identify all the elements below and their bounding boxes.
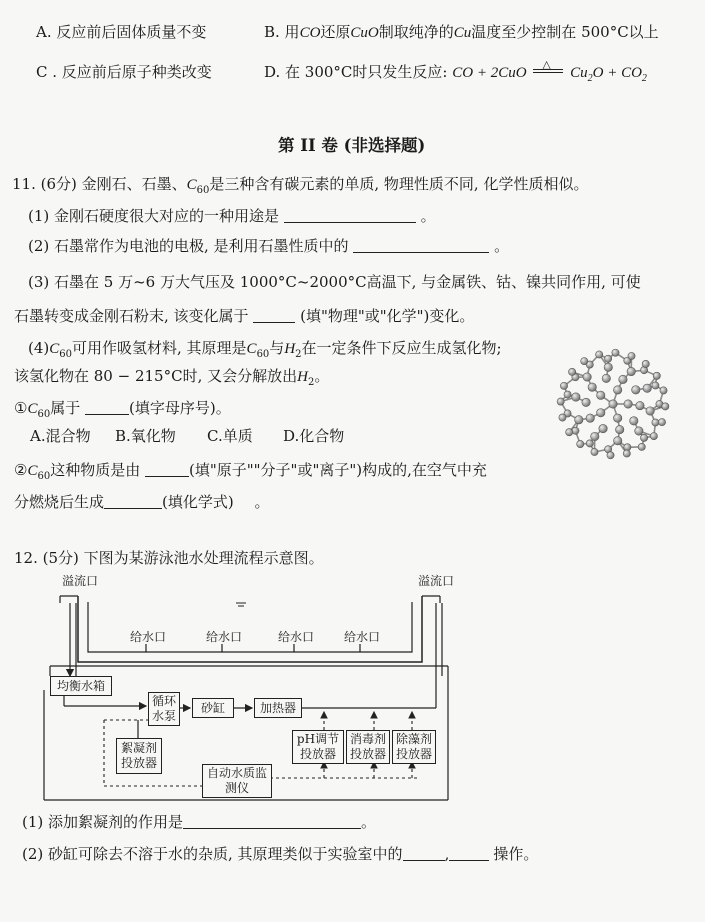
answer-blank[interactable]	[85, 400, 129, 415]
c60-atom	[635, 427, 643, 435]
q10-option-b	[264, 22, 659, 43]
c60-atom	[658, 419, 665, 426]
q10-b-text3: 制取纯净的	[378, 23, 454, 41]
answer-blank[interactable]	[253, 308, 295, 323]
option-a: A.混合物	[30, 427, 91, 445]
c60-atom	[596, 351, 603, 358]
c60-atom	[623, 450, 630, 457]
q10-option-d	[264, 58, 647, 89]
c60-atom	[636, 401, 644, 409]
q11-sub2-line2: 分燃烧后生成 (填化学式) 。	[14, 493, 270, 511]
c60-atom	[560, 382, 567, 389]
algaecide-doser-box: 除藻剂投放器	[392, 730, 436, 764]
inlet-label: 给水口	[130, 630, 167, 644]
c60-atom	[597, 391, 605, 399]
c60-atom	[588, 383, 596, 391]
c60-atom	[557, 398, 564, 405]
c60-atom	[602, 374, 610, 382]
answer-blank[interactable]	[353, 238, 489, 253]
q10-d-text: D. 在 300°C时只发生反应:	[264, 63, 448, 81]
q11-sub1: $①C_{60}$属于 (填字母序号)。	[14, 399, 231, 420]
q11-intro: 11. (6分) 金刚石、石墨、$C_{60}$是三种含有碳元素的单质, 物理性质不同, 化学性质相似。	[12, 175, 589, 196]
sand-tank-box: 砂缸	[192, 698, 234, 718]
c60-atom	[586, 440, 593, 447]
c60-atom	[559, 414, 566, 421]
answer-blank[interactable]	[145, 462, 189, 477]
ph-doser-box: pH调节投放器	[292, 730, 344, 764]
q10-d-eq-left: CO + 2CuO	[452, 65, 527, 81]
c60-atom	[604, 363, 612, 371]
q10-option-a: A. 反应前后固体质量不变	[36, 23, 207, 41]
c60-atom	[624, 400, 632, 408]
q10-option-c: C . 反应前后原子种类改变	[36, 63, 212, 81]
q10-b-text: B. 用	[264, 23, 300, 41]
option-c: C.单质	[207, 427, 253, 445]
c60-atom	[607, 452, 614, 459]
c60-atom	[575, 416, 583, 424]
c60-atom	[577, 440, 584, 447]
c60-atom	[569, 368, 576, 375]
c60-atom	[638, 443, 645, 450]
c60-atom	[616, 425, 624, 433]
q11-part3-line2: 石墨转变成金刚石粉末, 该变化属于 (填"物理"或"化学")变化。	[14, 307, 475, 325]
c60-atom	[619, 375, 627, 383]
answer-blank[interactable]	[104, 494, 162, 509]
overflow-right-label: 溢流口	[418, 574, 455, 588]
c60-atom	[591, 432, 599, 440]
c60-atom	[572, 393, 580, 401]
c60-atom	[612, 349, 619, 356]
c60-atom	[566, 429, 573, 436]
q10-b-cu: Cu	[453, 25, 472, 41]
q11-options	[30, 426, 344, 446]
c60-atom	[591, 448, 598, 455]
q11-part2: (2) 石墨常作为电池的电极, 是利用石墨性质中的 。	[28, 237, 510, 255]
c60-atom	[605, 355, 612, 362]
c60-atom	[646, 407, 654, 415]
c60-atom	[652, 382, 659, 389]
q10-d-condition	[531, 58, 565, 81]
q11-part4-line2: 该氢化物在 80 − 215°C时, 又会分解放出$H_2$。	[14, 367, 330, 388]
c60-atom	[640, 434, 647, 441]
c60-atom	[583, 373, 591, 381]
inlet-label: 给水口	[344, 630, 381, 644]
disinfectant-doser-box: 消毒剂投放器	[346, 730, 390, 764]
q12-part1: (1) 添加絮凝剂的作用是 。	[22, 813, 377, 831]
q10-b-text4: 温度至少控制在 500°C以上	[471, 23, 659, 41]
c60-atom	[652, 419, 659, 426]
section-title: 第 II 卷 (非选择题)	[278, 136, 426, 155]
heat-triangle-icon: △	[542, 58, 551, 71]
c60-atom	[653, 372, 660, 379]
q10-b-co: CO	[299, 25, 321, 41]
c60-atom	[650, 432, 657, 439]
q11-part4-line1: $(4)C_{60}$可用作吸氢材料, 其原理是$C_{60}$与$H_2$在一定条件下反应生成氢化物;	[28, 339, 502, 360]
inlet-label: 给水口	[278, 630, 315, 644]
overflow-left-label: 溢流口	[62, 574, 99, 588]
c60-atom	[662, 403, 669, 410]
c60-atom	[597, 409, 605, 417]
c60-atom	[642, 360, 649, 367]
q10-b-cuo: CuO	[350, 25, 379, 41]
c60-atom	[627, 367, 635, 375]
q11-part1: (1) 金刚石硬度很大对应的一种用途是 。	[28, 207, 436, 225]
answer-blank[interactable]	[449, 846, 489, 861]
c60-atom	[632, 386, 640, 394]
c60-atom	[581, 357, 588, 364]
answer-blank[interactable]	[183, 814, 361, 829]
c60-atom	[643, 384, 651, 392]
q12-intro: 12. (5分) 下图为某游泳池水处理流程示意图。	[14, 549, 324, 567]
inlet-label: 给水口	[206, 630, 243, 644]
c60-atom	[614, 437, 622, 445]
q12-part2: (2) 砂缸可除去不溶于水的杂质, 其原理类似于实验室中的 , 操作。	[22, 845, 539, 863]
c60-atom	[628, 352, 635, 359]
c60-atom	[613, 386, 621, 394]
c60-atom	[630, 417, 638, 425]
c60-molecule-image	[548, 344, 678, 464]
circulation-pump-box: 循环水泵	[148, 692, 180, 726]
q10-d-eq-right: $Cu_2O + CO_2$	[570, 65, 647, 84]
flocculant-doser-box: 絮凝剂投放器	[116, 738, 162, 774]
c60-atom	[586, 414, 594, 422]
option-b: B.氧化物	[115, 427, 176, 445]
q10-b-text2: 还原	[320, 23, 351, 41]
answer-blank[interactable]	[284, 208, 416, 223]
c60-atom	[564, 391, 571, 398]
q11-sub2-line1: $②C_{60}$这种物质是由 (填"原子""分子"或"离子")构成的,在空气中充	[14, 461, 487, 482]
balance-tank-box: 均衡水箱	[50, 676, 112, 696]
c60-atom	[660, 387, 667, 394]
c60-atom	[613, 414, 621, 422]
c60-atom	[609, 400, 617, 408]
option-d: D.化合物	[283, 427, 345, 445]
c60-atom	[599, 424, 607, 432]
water-quality-monitor-box: 自动水质监测仪	[202, 764, 272, 798]
c60-atom	[582, 398, 590, 406]
q11-part3-line1: (3) 石墨在 5 万~6 万大气压及 1000°C~2000°C高温下, 与金属铁、钴、镍共同作用, 可使	[28, 273, 641, 291]
heater-box: 加热器	[254, 698, 302, 718]
answer-blank[interactable]	[403, 846, 445, 861]
